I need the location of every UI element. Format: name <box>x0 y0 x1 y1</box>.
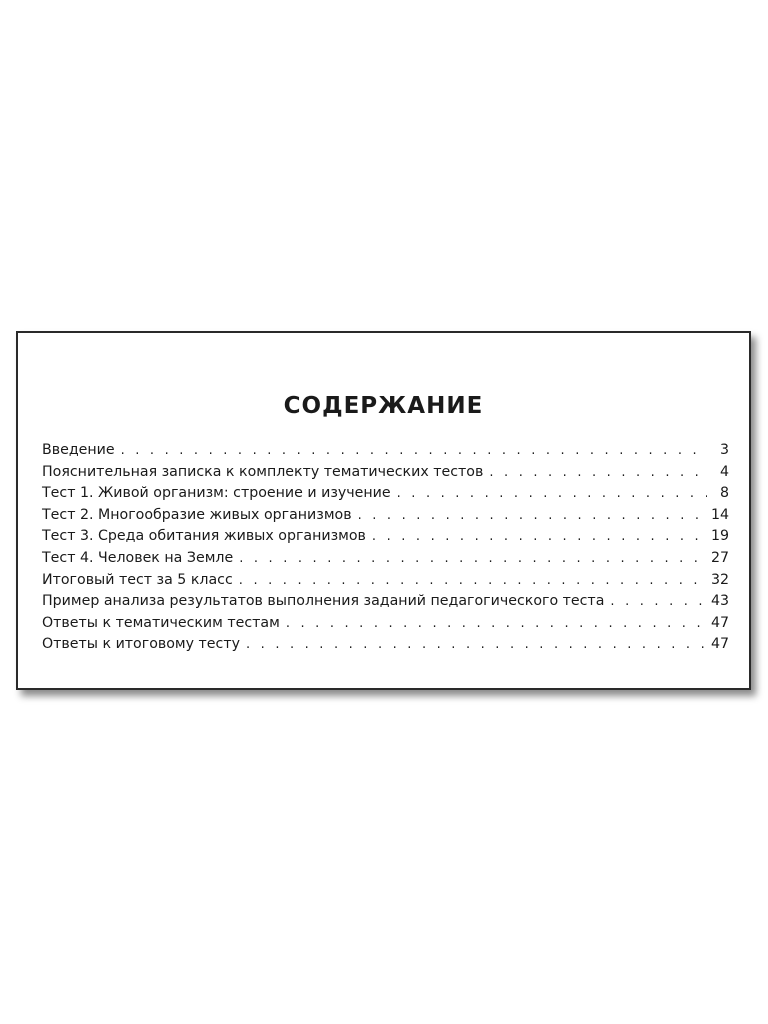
toc-entry-label: Итоговый тест за 5 класс <box>42 571 233 588</box>
toc-entry <box>42 634 729 656</box>
toc-entry-label: Тест 3. Среда обитания живых организмов <box>42 528 366 545</box>
toc-dot-leader <box>246 634 707 656</box>
contents-list <box>42 440 729 656</box>
toc-entry <box>42 505 729 527</box>
toc-entry-label: Тест 1. Живой организм: строение и изучение <box>42 485 391 502</box>
toc-entry-label: Тест 2. Многообразие живых организмов <box>42 506 352 523</box>
toc-entry-label: Ответы к тематическим тестам <box>42 614 280 631</box>
contents-title: СОДЕРЖАНИЕ <box>283 393 484 419</box>
toc-dot-leader <box>397 483 707 505</box>
toc-entry <box>42 440 729 462</box>
toc-entry-page: 47 <box>710 614 729 631</box>
toc-dot-leader <box>610 591 707 613</box>
toc-entry-label: Тест 4. Человек на Земле <box>42 549 234 566</box>
toc-dot-leader <box>358 505 707 527</box>
toc-dot-leader <box>121 440 707 462</box>
toc-entry-page: 19 <box>710 528 729 545</box>
toc-entry <box>42 591 729 613</box>
toc-entry <box>42 548 729 570</box>
toc-entry-page: 8 <box>719 485 729 502</box>
toc-entry-page: 3 <box>719 442 729 458</box>
toc-dot-leader <box>239 570 707 592</box>
toc-dot-leader <box>489 462 707 484</box>
toc-entry-page: 27 <box>710 549 729 566</box>
toc-entry-page: 4 <box>719 463 729 480</box>
toc-entry <box>42 570 729 592</box>
toc-entry-page: 14 <box>710 506 729 523</box>
toc-dot-leader <box>372 526 707 548</box>
toc-entry-page: 47 <box>710 636 729 653</box>
toc-entry-label: Ответы к итоговому тесту <box>42 636 240 653</box>
toc-entry <box>42 613 729 635</box>
toc-entry <box>42 462 729 484</box>
toc-dot-leader <box>239 548 707 570</box>
toc-entry-page: 32 <box>710 571 729 588</box>
contents-page <box>16 331 751 690</box>
toc-entry <box>42 483 729 505</box>
toc-dot-leader <box>286 613 707 635</box>
toc-entry-page: 43 <box>710 593 729 610</box>
toc-entry-label: Пример анализа результатов выполнения заданий педагогического теста <box>42 593 605 610</box>
toc-entry-label: Введение <box>42 442 115 458</box>
toc-entry-label: Пояснительная записка к комплекту тематических тестов <box>42 463 484 480</box>
toc-entry <box>42 526 729 548</box>
